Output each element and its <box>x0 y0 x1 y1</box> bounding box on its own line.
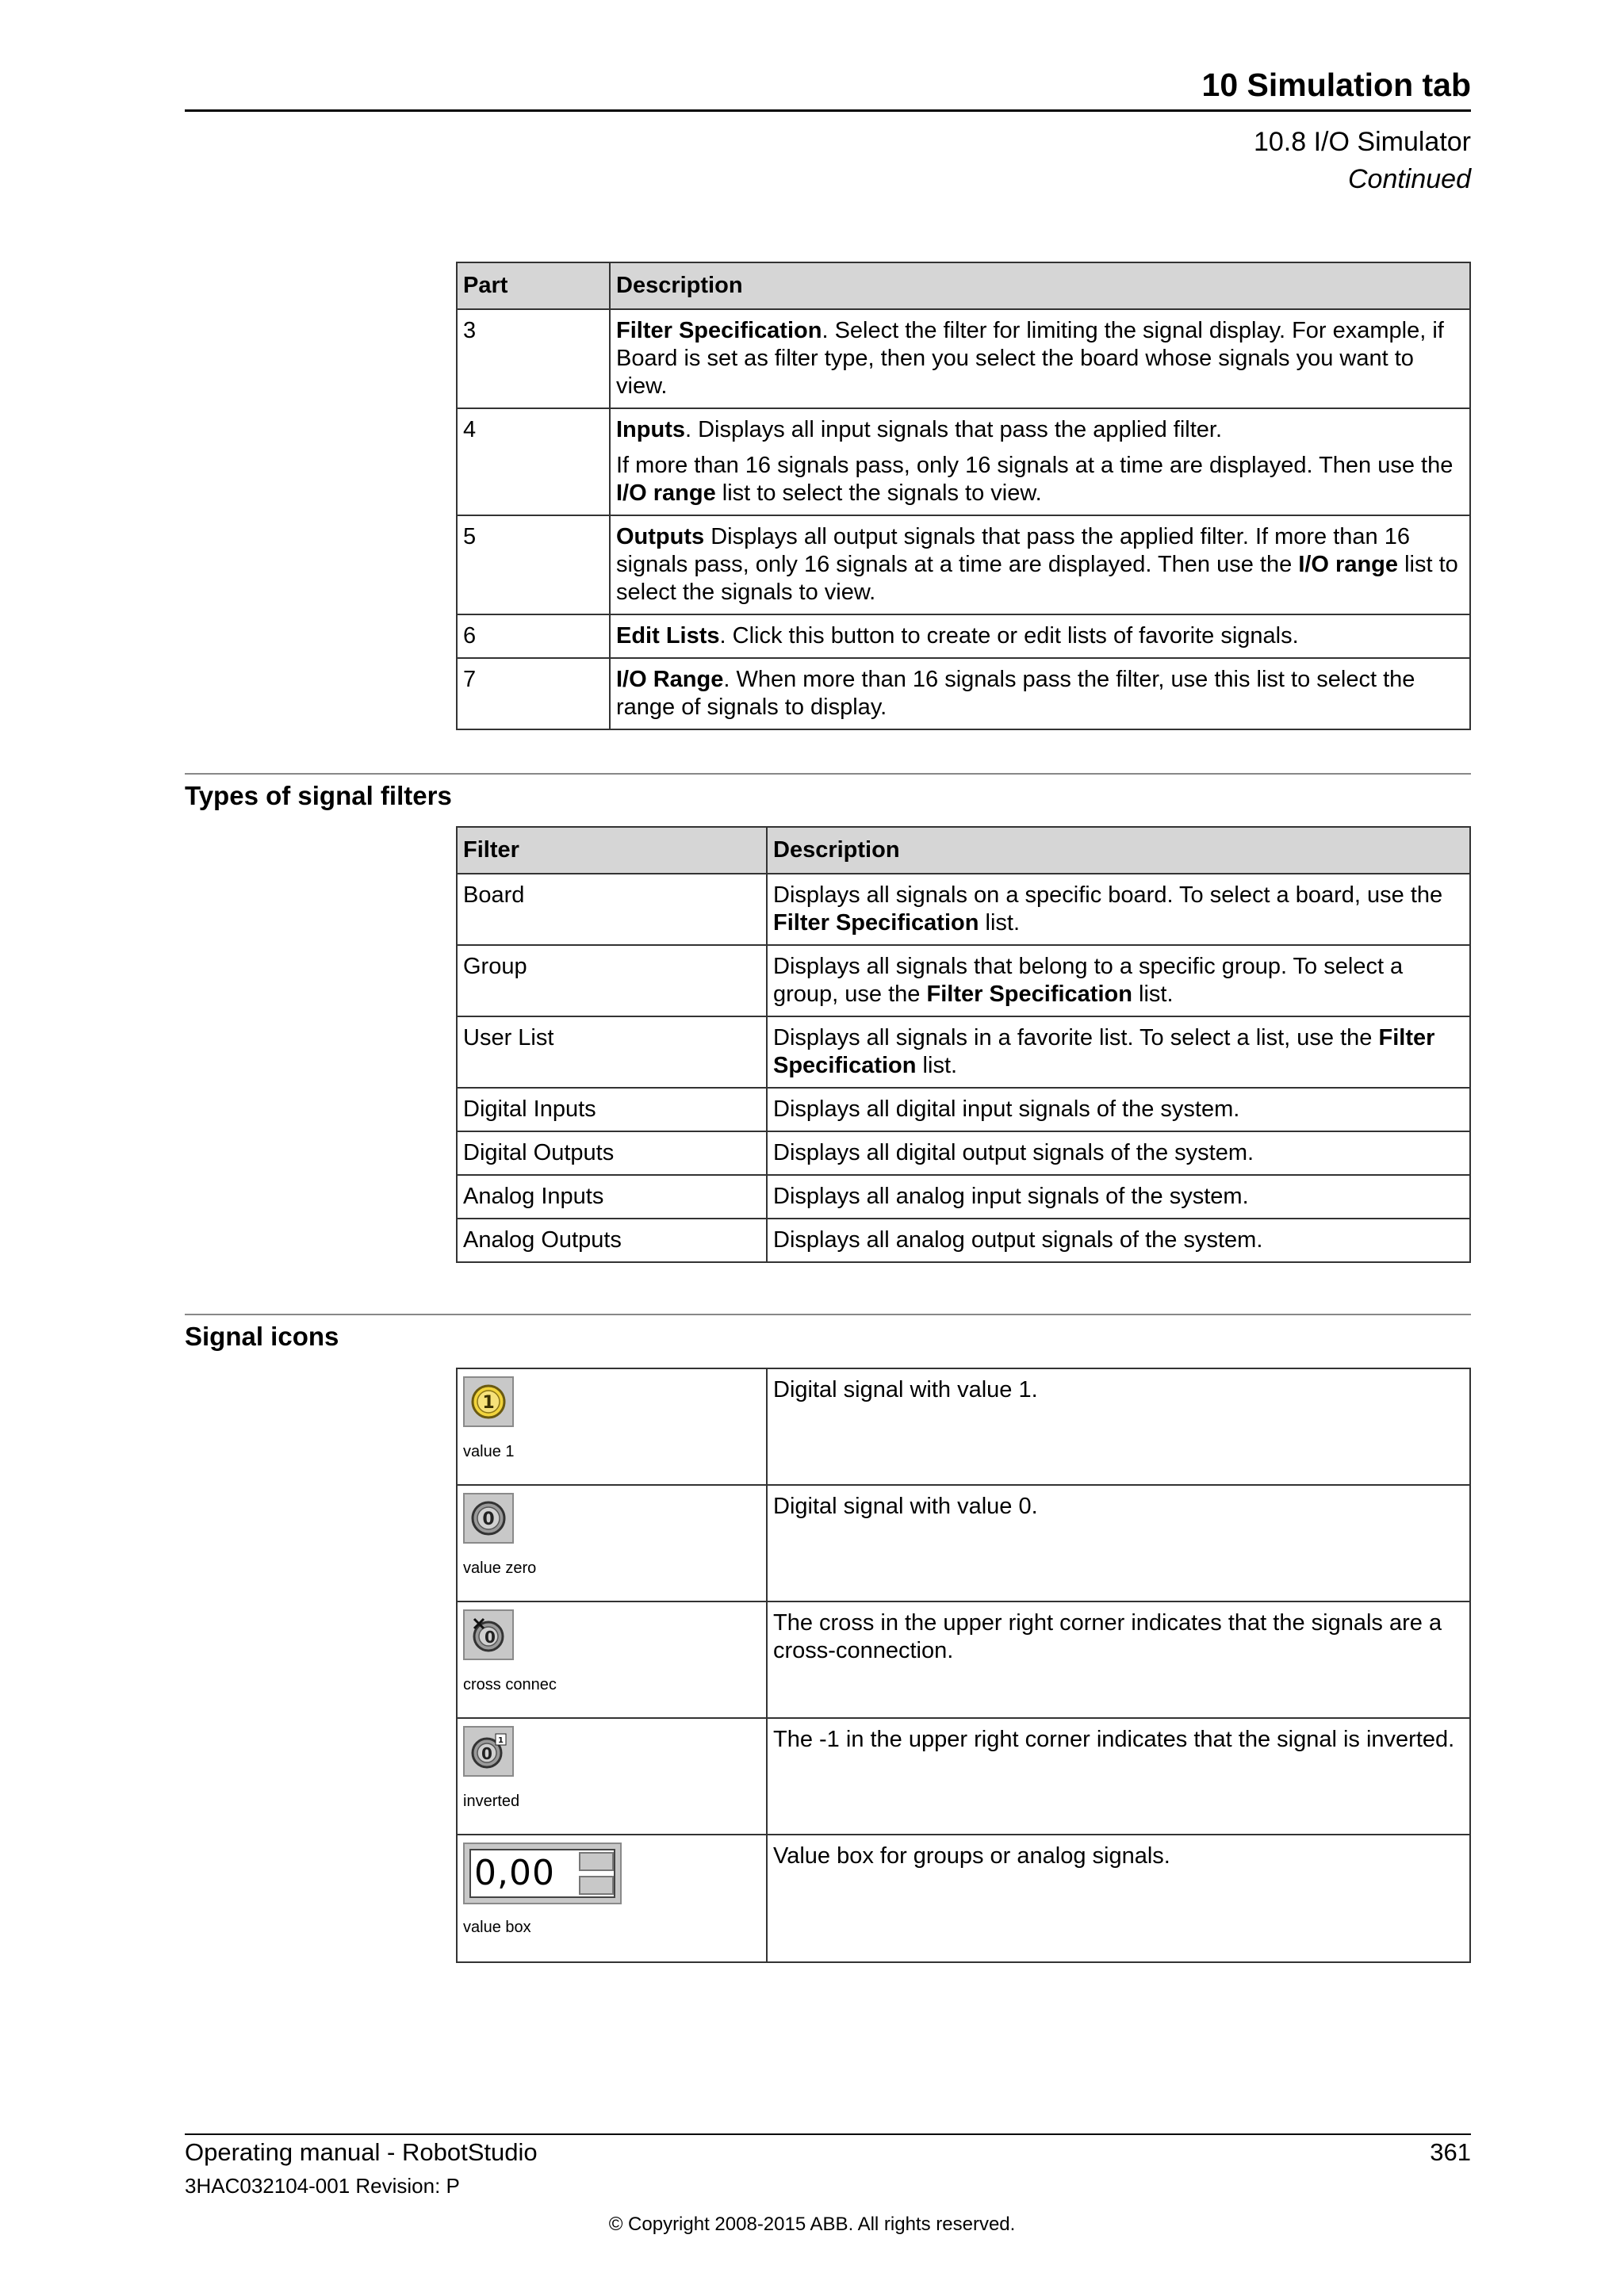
filter-name: Digital Inputs <box>457 1088 767 1131</box>
filter-description: Displays all analog input signals of the system. <box>767 1175 1470 1219</box>
table-header-row <box>457 827 1470 874</box>
term: Filter Specification <box>773 910 979 936</box>
signal-value-0-icon <box>463 1493 514 1544</box>
column-header-filter: Filter <box>457 827 767 874</box>
document-id: 3HAC032104-001 Revision: P <box>185 2174 460 2198</box>
icon-description: The cross in the upper right corner indicates that the signals are a cross-connection. <box>767 1601 1470 1718</box>
icon-caption: cross connec <box>463 1676 557 1693</box>
table-row <box>457 1131 1470 1175</box>
description-paragraph <box>616 416 1464 444</box>
column-header-description: Description <box>610 262 1470 309</box>
continued-label: Continued <box>1347 164 1471 194</box>
icon-description: Digital signal with value 0. <box>767 1485 1470 1601</box>
description-text: Displays all signals that belong to a specific group. To select a group, use the <box>773 954 1404 1007</box>
description-text: . Select the filter for limiting the signal display. For example, if Board is set as filter type, then you select the board whose signals you want to view. <box>616 318 1444 399</box>
table-row <box>457 1016 1470 1088</box>
description-text: . Displays all input signals that pass the applied filter. <box>685 417 1223 442</box>
table-row <box>457 658 1470 729</box>
filter-description <box>767 1016 1470 1088</box>
table-row <box>457 1601 1470 1718</box>
footer-manual-title: Operating manual - RobotStudio <box>185 2138 538 2166</box>
section-title: 10.8 I/O Simulator <box>1253 127 1471 157</box>
signal-icons-table <box>456 1368 1471 1963</box>
description-text: Displays all output signals that pass the applied filter. If more than 16 signals pass, only 16 signals at a time are displayed. Then use the <box>616 524 1410 577</box>
icon-caption: inverted <box>463 1793 520 1810</box>
spin-down-icon <box>579 1876 614 1895</box>
page-number: 361 <box>1430 2138 1471 2166</box>
chapter-title: 10 Simulation tab <box>1201 67 1471 103</box>
section-heading-icons: Signal icons <box>185 1322 339 1351</box>
svg-text:1: 1 <box>498 1736 504 1745</box>
part-description <box>610 408 1470 515</box>
table-row <box>457 945 1470 1016</box>
filter-description: Displays all digital input signals of the system. <box>767 1088 1470 1131</box>
part-description <box>610 658 1470 729</box>
filter-name: User List <box>457 1016 767 1088</box>
term: Filter Specification <box>926 982 1132 1007</box>
description-text: . When more than 16 signals pass the filter, use this list to select the range of signals to display. <box>616 667 1415 720</box>
term: I/O range <box>1298 552 1399 577</box>
table-row <box>457 309 1470 408</box>
table-row <box>457 1219 1470 1262</box>
icon-cell <box>457 1368 767 1485</box>
table-row <box>457 1088 1470 1131</box>
filters-table <box>456 826 1471 1263</box>
part-number: 3 <box>457 309 610 408</box>
section-rule <box>185 1314 1471 1315</box>
term: Edit Lists <box>616 623 720 649</box>
value-box-field: 0,00 <box>469 1849 615 1898</box>
description-text: list. <box>916 1053 958 1078</box>
parts-table <box>456 262 1471 730</box>
filter-name: Analog Inputs <box>457 1175 767 1219</box>
icon-description: Value box for groups or analog signals. <box>767 1835 1470 1962</box>
filter-description <box>767 874 1470 945</box>
inverted-signal-icon <box>463 1726 514 1777</box>
filter-name: Digital Outputs <box>457 1131 767 1175</box>
svg-text:0: 0 <box>481 1744 492 1763</box>
table-row <box>457 515 1470 614</box>
description-text: If more than 16 signals pass, only 16 signals at a time are displayed. Then use the <box>616 453 1454 478</box>
description-text: Displays all signals in a favorite list. To select a list, use the <box>773 1025 1379 1050</box>
svg-text:1: 1 <box>482 1393 495 1413</box>
column-header-part: Part <box>457 262 610 309</box>
copyright-notice: © Copyright 2008-2015 ABB. All rights reserved. <box>608 2214 1016 2235</box>
part-description <box>610 515 1470 614</box>
icon-cell <box>457 1718 767 1835</box>
table-row <box>457 408 1470 515</box>
filter-name: Board <box>457 874 767 945</box>
filter-description <box>767 945 1470 1016</box>
table-row <box>457 1175 1470 1219</box>
description-paragraph <box>616 452 1464 507</box>
icon-description: Digital signal with value 1. <box>767 1368 1470 1485</box>
part-number: 6 <box>457 614 610 658</box>
section-heading-filters: Types of signal filters <box>185 781 452 810</box>
table-row <box>457 1485 1470 1601</box>
filter-name: Analog Outputs <box>457 1219 767 1262</box>
icon-cell <box>457 1835 767 1962</box>
description-text: list. <box>1132 982 1174 1007</box>
filter-description: Displays all analog output signals of the system. <box>767 1219 1470 1262</box>
filter-description: Displays all digital output signals of the system. <box>767 1131 1470 1175</box>
description-text: list to select the signals to view. <box>715 480 1042 506</box>
term: Filter Specification <box>773 1025 1435 1078</box>
footer-rule <box>185 2133 1471 2135</box>
icon-caption: value box <box>463 1919 531 1936</box>
part-description <box>610 309 1470 408</box>
description-text: Displays all signals on a specific board. To select a board, use the <box>773 882 1443 908</box>
table-row <box>457 874 1470 945</box>
description-text: . Click this button to create or edit lists of favorite signals. <box>719 623 1299 649</box>
signal-value-1-icon <box>463 1376 514 1427</box>
part-number: 4 <box>457 408 610 515</box>
part-number: 5 <box>457 515 610 614</box>
icon-cell <box>457 1601 767 1718</box>
svg-text:0: 0 <box>485 1628 496 1647</box>
description-text: list to select the signals to view. <box>616 552 1458 605</box>
term: Filter Specification <box>616 318 822 343</box>
column-header-description: Description <box>767 827 1470 874</box>
filter-name: Group <box>457 945 767 1016</box>
table-row <box>457 1835 1470 1962</box>
value-box-icon <box>463 1843 622 1904</box>
table-row <box>457 1718 1470 1835</box>
term: I/O Range <box>616 667 724 692</box>
term: I/O range <box>616 480 716 506</box>
table-row <box>457 614 1470 658</box>
part-description <box>610 614 1470 658</box>
term: Inputs <box>616 417 685 442</box>
header-rule <box>185 109 1471 112</box>
cross-connection-icon <box>463 1609 514 1660</box>
part-number: 7 <box>457 658 610 729</box>
icon-description: The -1 in the upper right corner indicates that the signal is inverted. <box>767 1718 1470 1835</box>
spin-up-icon <box>579 1852 614 1871</box>
icon-cell <box>457 1485 767 1601</box>
section-rule <box>185 773 1471 775</box>
svg-text:0: 0 <box>482 1510 495 1529</box>
icon-caption: value 1 <box>463 1443 515 1460</box>
icon-caption: value zero <box>463 1559 537 1577</box>
table-header-row <box>457 262 1470 309</box>
term: Outputs <box>616 524 705 549</box>
description-text: list. <box>979 910 1021 936</box>
table-row <box>457 1368 1470 1485</box>
